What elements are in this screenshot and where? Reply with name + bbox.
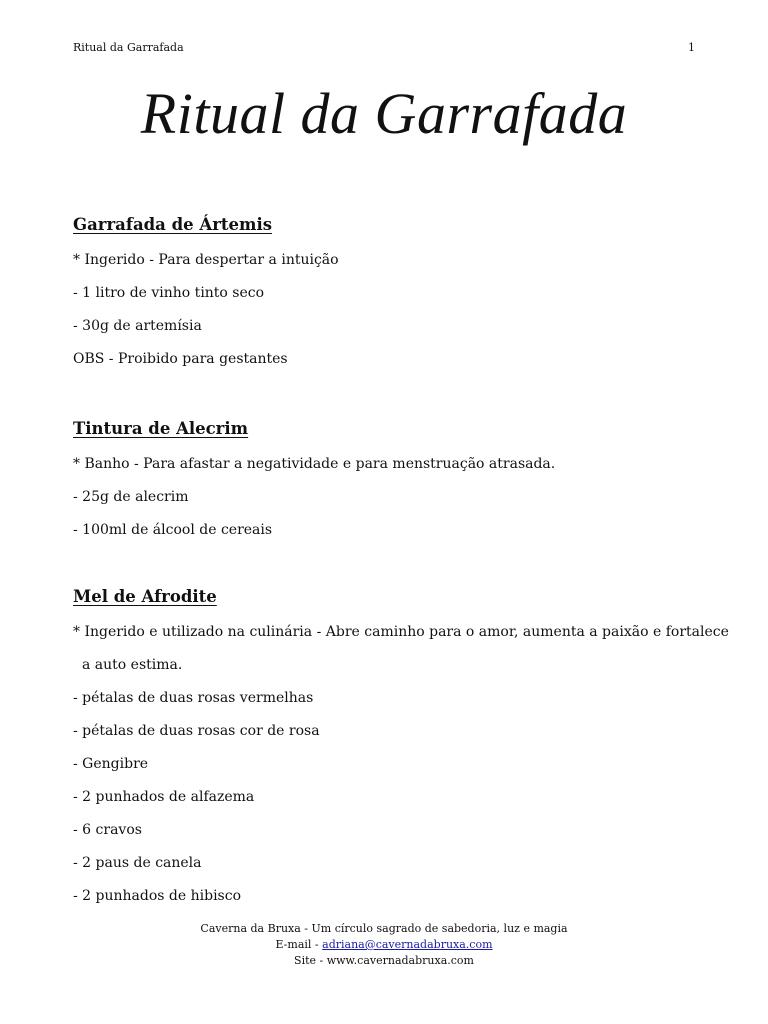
footer-email-label: E-mail -: [275, 938, 323, 951]
section-tintura-de-alecrim: [73, 418, 713, 547]
recipe-line: a auto estima.: [82, 657, 183, 673]
section-heading: Tintura de Alecrim: [73, 419, 249, 438]
running-title: Ritual da Garrafada: [73, 41, 184, 54]
recipe-line: - 6 cravos: [73, 822, 142, 838]
footer-email-line: [0, 937, 768, 953]
recipe-line: * Ingerido e utilizado na culinária - Abre caminho para o amor, aumenta a paixão e fortalece: [73, 624, 729, 640]
recipe-line: - 30g de artemísia: [73, 318, 202, 334]
footer-tagline: Caverna da Bruxa - Um círculo sagrado de sabedoria, luz e magia: [200, 922, 568, 935]
section-mel-de-afrodite: [73, 586, 729, 913]
recipe-line: - 2 punhados de alfazema: [73, 789, 255, 805]
recipe-line: - pétalas de duas rosas vermelhas: [73, 690, 314, 706]
recipe-line: * Banho - Para afastar a negatividade e para menstruação atrasada.: [73, 456, 556, 472]
email-link[interactable]: adriana@cavernadabruxa.com: [322, 938, 493, 951]
recipe-line: - 100ml de álcool de cereais: [73, 522, 273, 538]
recipe-line: - 2 paus de canela: [73, 855, 202, 871]
page-number: 1: [688, 41, 695, 54]
recipe-line: OBS - Proibido para gestantes: [73, 351, 288, 367]
recipe-line: - Gengibre: [73, 756, 149, 772]
section-garrafada-de-artemis: [73, 214, 713, 376]
footer-site-line: Site - www.cavernadabruxa.com: [294, 954, 474, 967]
page-footer: [0, 921, 768, 969]
section-heading: Garrafada de Ártemis: [73, 215, 273, 234]
section-heading: Mel de Afrodite: [73, 587, 217, 606]
running-header: [73, 41, 695, 54]
recipe-line: * Ingerido - Para despertar a intuição: [73, 252, 339, 268]
recipe-line: - 1 litro de vinho tinto seco: [73, 285, 265, 301]
recipe-line: - 25g de alecrim: [73, 489, 189, 505]
recipe-line: - pétalas de duas rosas cor de rosa: [73, 723, 320, 739]
recipe-line: - 2 punhados de hibisco: [73, 888, 242, 904]
document-title: Ritual da Garrafada: [140, 81, 628, 146]
